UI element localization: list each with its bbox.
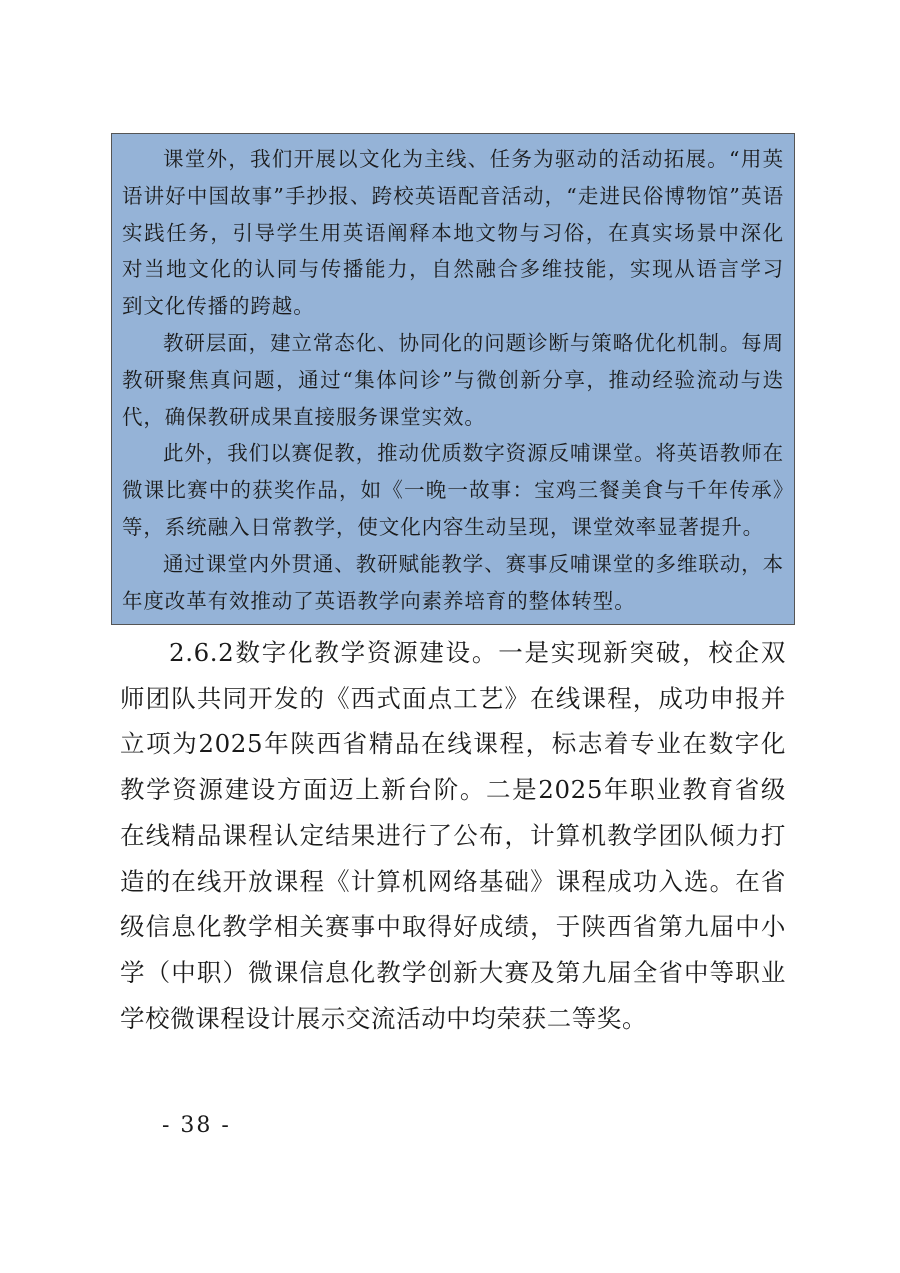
page-number: - 38 -	[162, 1113, 231, 1138]
box-paragraph-competitions: 此外，我们以赛促教，推动优质数字资源反哺课堂。将英语教师在微课比赛中的获奖作品，如《一晚一故事：宝鸡三餐美食与千年传承》等，系统融入日常教学，使文化内容生动呈现，课堂效率显著提升。	[122, 441, 784, 539]
box-paragraph-summary: 通过课堂内外贯通、教研赋能教学、赛事反哺课堂的多维联动，本年度改革有效推动了英语教学向素养培育的整体转型。	[122, 551, 784, 613]
box-paragraph-teaching-research: 教研层面，建立常态化、协同化的问题诊断与策略优化机制。每周教研聚焦真问题，通过“集体问诊”与微创新分享，推动经验流动与迭代，确保教研成果直接服务课堂实效。	[122, 330, 784, 429]
box-paragraph-activities: 课堂外，我们开展以文化为主线、任务为驱动的活动拓展。“用英语讲好中国故事”手抄报、跨校英语配音活动，“走进民俗博物馆”英语实践任务，引导学生用英语阐释本地文物与习俗，在真实场景中深化对当地文化的认同与传播能力，自然融合多维技能，实现从语言学习到文化传播的跨越。	[122, 147, 784, 319]
body-paragraph-digital-resources: 2.6.2数字化教学资源建设。一是实现新突破，校企双师团队共同开发的《西式面点工艺》在线课程，成功申报并立项为2025年陕西省精品在线课程，标志着专业在数字化教学资源建设方面迈上新台阶。二是2025年职业教育省级在线精品课程认定结果进行了公布，计算机教学团队倾力打造的在线开放课程《计算机网络基础》课程成功入选。在省级信息化教学相关赛事中取得好成绩，于陕西省第九届中小学（中职）微课信息化教学创新大赛及第九届全省中等职业学校微课程设计展示交流活动中均荣获二等奖。	[120, 638, 786, 1033]
highlighted-text-box	[111, 133, 795, 625]
